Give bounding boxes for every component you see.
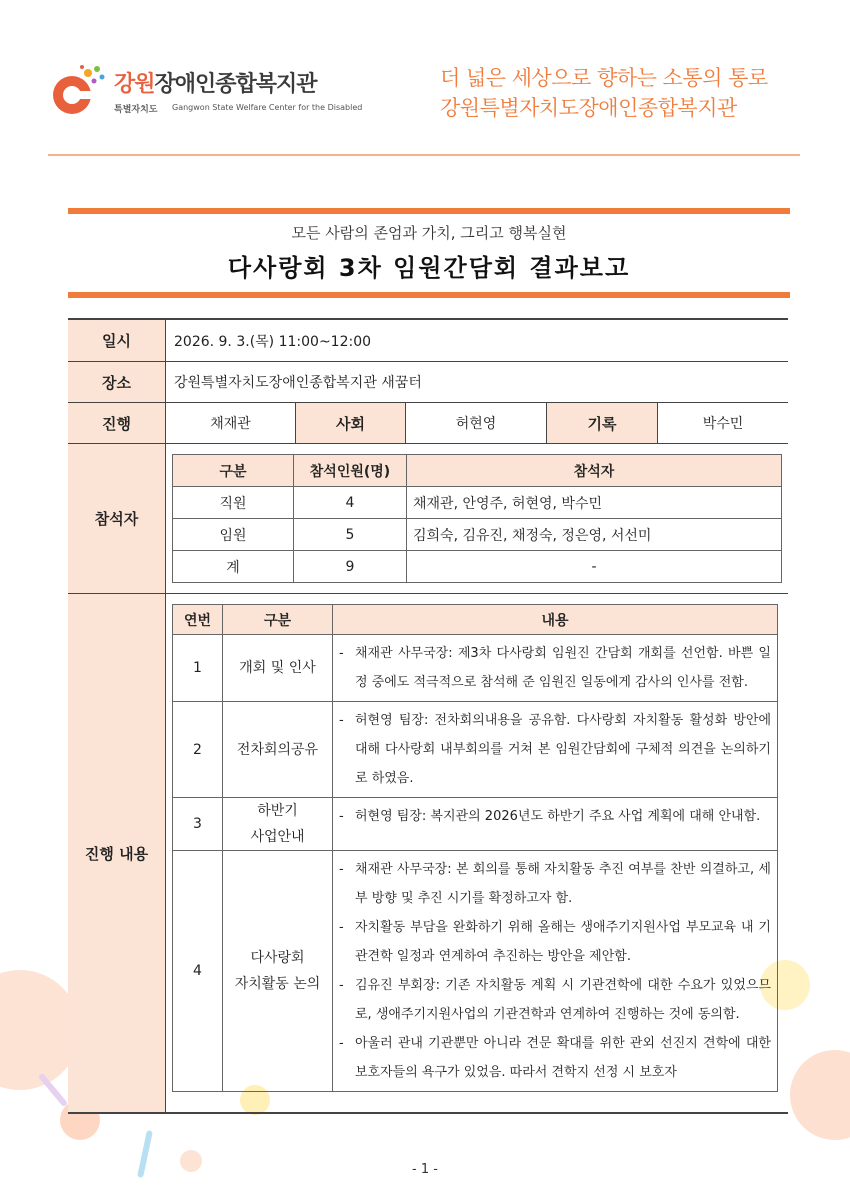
record-label: 기록 (546, 403, 658, 443)
attendee-count: 5 (294, 519, 407, 551)
table-header-row (173, 455, 782, 487)
row-category: 개회 및 인사 (223, 635, 333, 702)
attendee-names: 김희숙, 김유진, 채정숙, 정은영, 서선미 (407, 519, 782, 551)
row-number: 1 (173, 635, 223, 702)
proceedings-label: 진행 내용 (68, 594, 166, 1112)
document-subtitle: 모든 사람의 존엄과 가치, 그리고 행복실현 (291, 224, 567, 242)
attendee-names: 채재관, 안영주, 허현영, 박수민 (407, 487, 782, 519)
attendees-table (172, 454, 782, 583)
host-value: 허현영 (455, 416, 497, 432)
content-item: - 채재관 사무국장: 본 회의를 통해 자치활동 추진 여부를 찬반 의결하고, 세부 방향 및 추진 시기를 확정하고자 함. (339, 862, 771, 906)
record-value: 박수민 (702, 416, 744, 432)
row-content (333, 851, 778, 1092)
table-row (173, 519, 782, 551)
date-value: 2026. 9. 3.(목) 11:00~12:00 (174, 333, 372, 350)
attendee-count: 9 (294, 551, 407, 583)
attendees-label: 참석자 (68, 444, 166, 593)
table-row (173, 798, 778, 851)
column-header: 구분 (173, 455, 294, 487)
content-item: - 자치활동 부담을 완화하기 위해 올해는 생애주기지원사업 부모교육 내 기관견학 일정과 연계하여 추진하는 방안을 제안함. (339, 920, 771, 964)
slogan-line: 강원특별자치도장애인종합복지관 (440, 96, 737, 120)
slogan-line: 더 넓은 세상으로 향하는 소통의 통로 (440, 66, 768, 90)
place-value: 강원특별자치도장애인종합복지관 새꿈터 (174, 375, 422, 391)
logo-subtitle-english: Gangwon State Welfare Center for the Disabled (172, 103, 363, 112)
report-table (68, 318, 788, 1114)
attendee-names: - (407, 551, 782, 583)
row-content (333, 635, 778, 702)
content-item: - 김유진 부회장: 기존 자치활동 계획 시 기관견학에 대한 수요가 있었으므로, 생애주기지원사업의 기관견학과 연계하여 진행하는 것에 동의함. (339, 978, 771, 1022)
content-item: - 아울러 관내 기관뿐만 아니라 견문 확대를 위한 관외 선진지 견학에 대한 보호자들의 욕구가 있었음. 따라서 견학지 선정 시 보호자 (339, 1036, 771, 1080)
table-row (173, 851, 778, 1092)
logo-icon (50, 61, 110, 121)
row-number: 2 (173, 702, 223, 798)
row-category: 전차회의공유 (223, 702, 333, 798)
progress-value: 채재관 (210, 416, 251, 432)
content-item: - 채재관 사무국장: 제3차 다사랑회 임원진 간담회 개회를 선언함. 바쁜 일정 중에도 적극적으로 참석해 준 임원진 일동에게 감사의 인사를 전함. (339, 646, 771, 690)
row-content (333, 798, 778, 851)
table-row (173, 635, 778, 702)
decor-circle (790, 1050, 850, 1140)
logo-title: 강원장애인종합복지관 (114, 72, 317, 97)
letterhead (50, 55, 800, 125)
table-row (173, 487, 782, 519)
attendee-group: 계 (173, 551, 294, 583)
row-number: 3 (173, 798, 223, 851)
table-row (173, 702, 778, 798)
date-label: 일시 (68, 320, 166, 361)
title-rule-top (68, 208, 790, 214)
column-header: 참석자 (407, 455, 782, 487)
attendee-group: 임원 (173, 519, 294, 551)
page-number: - 1 - (412, 1162, 438, 1177)
row-category: 다사랑회 자치활동 논의 (223, 851, 333, 1092)
header-divider (48, 154, 800, 156)
attendee-count: 4 (294, 487, 407, 519)
column-header: 참석인원(명) (294, 455, 407, 487)
title-rule-bottom (68, 292, 790, 298)
row-place (68, 362, 788, 403)
column-header: 연번 (173, 605, 223, 635)
content-item: - 허현영 팀장: 전차회의내용을 공유함. 다사랑회 자치활동 활성화 방안에 대해 다사랑회 내부회의를 거쳐 본 임원간담회에 구체적 의견을 논의하기로 하였음. (339, 713, 771, 786)
row-category: 하반기 사업안내 (223, 798, 333, 851)
row-attendees (68, 444, 788, 594)
row-content (333, 702, 778, 798)
table-header-row (173, 605, 778, 635)
column-header: 내용 (333, 605, 778, 635)
row-proceedings (68, 594, 788, 1114)
row-date (68, 320, 788, 362)
host-label: 사회 (295, 403, 406, 443)
column-header: 구분 (223, 605, 333, 635)
logo-subtitle-korean: 특별자치도 (114, 105, 158, 115)
attendee-group: 직원 (173, 487, 294, 519)
row-number: 4 (173, 851, 223, 1092)
progress-label: 진행 (68, 403, 166, 443)
content-item: - 허현영 팀장: 복지관의 2026년도 하반기 주요 사업 계획에 대해 안내함. (339, 809, 761, 824)
place-label: 장소 (68, 362, 166, 402)
document-title: 다사랑회 3차 임원간담회 결과보고 (227, 254, 631, 282)
proceedings-table (172, 604, 778, 1092)
slogan (440, 63, 800, 123)
table-row (173, 551, 782, 583)
row-progress (68, 403, 788, 444)
